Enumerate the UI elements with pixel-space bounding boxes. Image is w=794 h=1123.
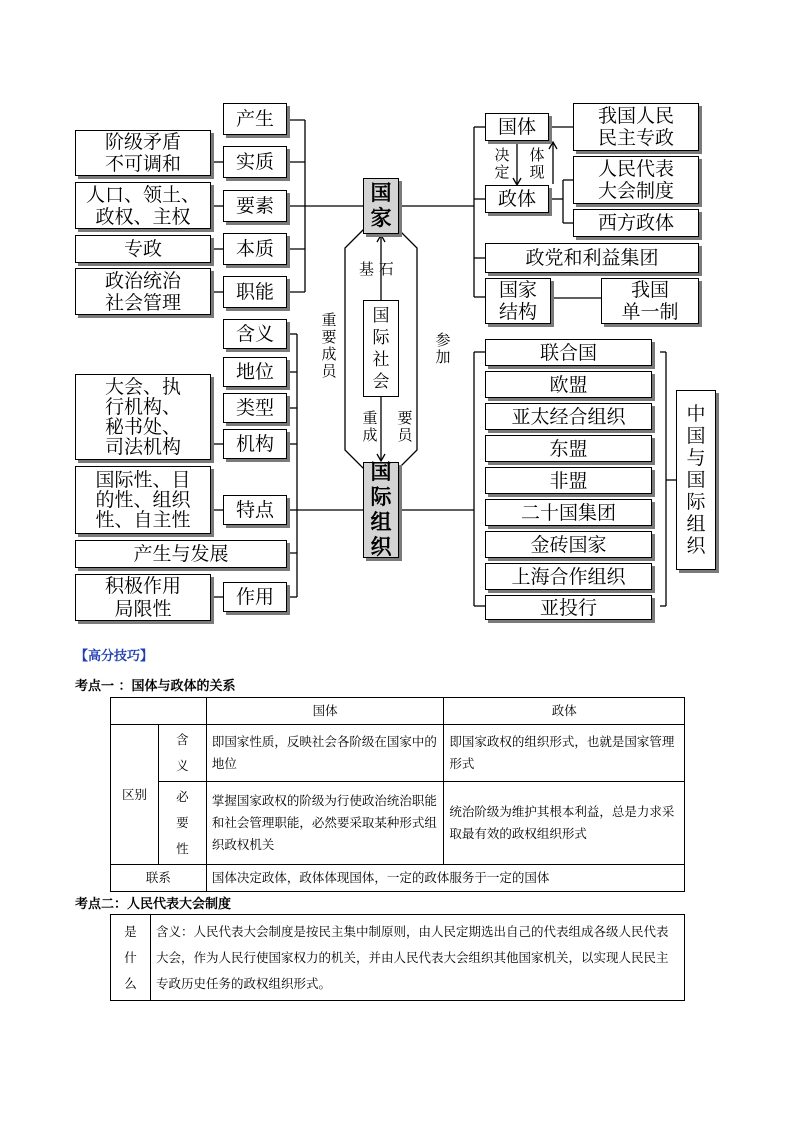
table-header-zhengti: 政体 xyxy=(444,698,685,725)
state-elements-detail: 人口、领土、 政权、主权 xyxy=(75,182,211,229)
table-cell-meaning-guoti: 即国家性质，反映社会各阶级在国家中的地位 xyxy=(206,725,444,782)
table-row-difference: 区别 xyxy=(111,725,159,865)
label-participate: 参 加 xyxy=(435,331,451,366)
label-embody: 体 现 xyxy=(529,146,545,181)
table-sub-necessity: 必 要 性 xyxy=(158,782,206,865)
org-brics-box: 金砖国家 xyxy=(485,531,652,558)
org-status-box: 地位 xyxy=(223,357,287,387)
guoti-zhengti-table xyxy=(110,697,685,892)
npc-table xyxy=(110,914,685,1001)
point2-title: 考点二：人民代表大会制度 xyxy=(75,897,232,912)
org-meaning-box: 含义 xyxy=(223,319,287,349)
center-intl-org-box: 国 际 组 织 xyxy=(363,462,399,558)
org-role-limits: 局限性 xyxy=(114,598,172,620)
org-sco-box: 上海合作组织 xyxy=(485,563,652,590)
label-important-member-b1: 重 成 xyxy=(362,409,378,444)
state-origin-box: 产生 xyxy=(223,103,287,135)
org-institution-box: 机构 xyxy=(223,429,287,459)
state-structure-detail-box: 我国 单一制 xyxy=(601,278,699,324)
org-g20-box: 二十国集团 xyxy=(485,499,652,526)
table-header-guoti: 国体 xyxy=(206,698,444,725)
center-intl-society-box: 国 际 社 会 xyxy=(363,300,399,397)
guoti-detail-box: 我国人民 民主专政 xyxy=(573,103,699,151)
table-cell-necessity-zhengti: 统治阶级为维护其根本利益，总是力求采取最有效的政权组织形式 xyxy=(444,782,685,865)
zhengti-detail-western-box: 西方政体 xyxy=(573,209,699,237)
tips-title: 【高分技巧】 xyxy=(75,649,154,664)
org-asean-box: 东盟 xyxy=(485,435,652,462)
org-un-box: 联合国 xyxy=(485,339,652,366)
org-role-box: 作用 xyxy=(223,582,287,612)
parties-box: 政党和利益集团 xyxy=(485,243,699,273)
table-sub-meaning: 含 义 xyxy=(158,725,206,782)
zhengti-box: 政体 xyxy=(485,185,549,213)
label-decide: 决 定 xyxy=(494,146,510,181)
org-type-box: 类型 xyxy=(223,393,287,423)
npc-cell-what: 含义：人民代表大会制度是按民主集中制原则，由人民定期选出自己的代表组成各级人民代表大会，作为人民行使国家权力的机关，并由人民代表大会组织其他国家机关，以实现人民民主专政历史任务的政权组织形式。 xyxy=(151,915,685,1001)
label-foundation: 基 石 xyxy=(359,260,394,278)
org-role-positive: 积极作用 xyxy=(104,575,181,597)
org-aiib-box: 亚投行 xyxy=(485,595,652,620)
guoti-box: 国体 xyxy=(485,113,549,141)
state-function-detail: 政治统治 社会管理 xyxy=(75,268,211,315)
state-structure-box: 国家 结构 xyxy=(485,278,551,324)
state-nature-box: 本质 xyxy=(223,233,287,265)
table-cell-meaning-zhengti: 即国家政权的组织形式，也就是国家管理形式 xyxy=(444,725,685,782)
org-eu-box: 欧盟 xyxy=(485,371,652,398)
table-header-blank xyxy=(111,698,207,725)
label-important-member-b2: 要 员 xyxy=(397,409,413,444)
org-institution-detail: 大会、执 行机构、 秘书处、 司法机构 xyxy=(75,374,211,460)
org-apec-box: 亚太经合组织 xyxy=(485,403,652,430)
china-and-intl-orgs-box: 中 国 与 国 际 组 织 xyxy=(676,390,716,570)
org-origin-detail: 产生与发展 xyxy=(75,540,287,568)
state-function-box: 职能 xyxy=(223,276,287,308)
label-important-member: 重 要 成 员 xyxy=(321,311,337,380)
npc-row-what: 是 什 么 xyxy=(111,915,151,1001)
org-au-box: 非盟 xyxy=(485,467,652,494)
table-row-link: 联系 xyxy=(111,865,207,892)
state-origin-detail: 阶级矛盾 不可调和 xyxy=(75,130,211,176)
org-feature-box: 特点 xyxy=(223,495,287,525)
table-cell-link: 国体决定政体，政体体现国体，一定的政体服务于一定的国体 xyxy=(206,865,684,892)
state-elements-box: 要素 xyxy=(223,190,287,222)
center-state-box: 国 家 xyxy=(363,178,399,234)
table-cell-necessity-guoti: 掌握国家政权的阶级为行使政治统治职能和社会管理职能，必然要采取某种形式组织政权机关 xyxy=(206,782,444,865)
point1-title: 考点一 ：国体与政体的关系 xyxy=(75,679,236,694)
state-nature-detail: 专政 xyxy=(75,235,211,263)
zhengti-detail-npc-box: 人民代表 大会制度 xyxy=(573,156,699,204)
state-essence-box: 实质 xyxy=(223,146,287,178)
org-feature-detail: 国际性、目 的性、组织 性、自主性 xyxy=(75,466,211,534)
